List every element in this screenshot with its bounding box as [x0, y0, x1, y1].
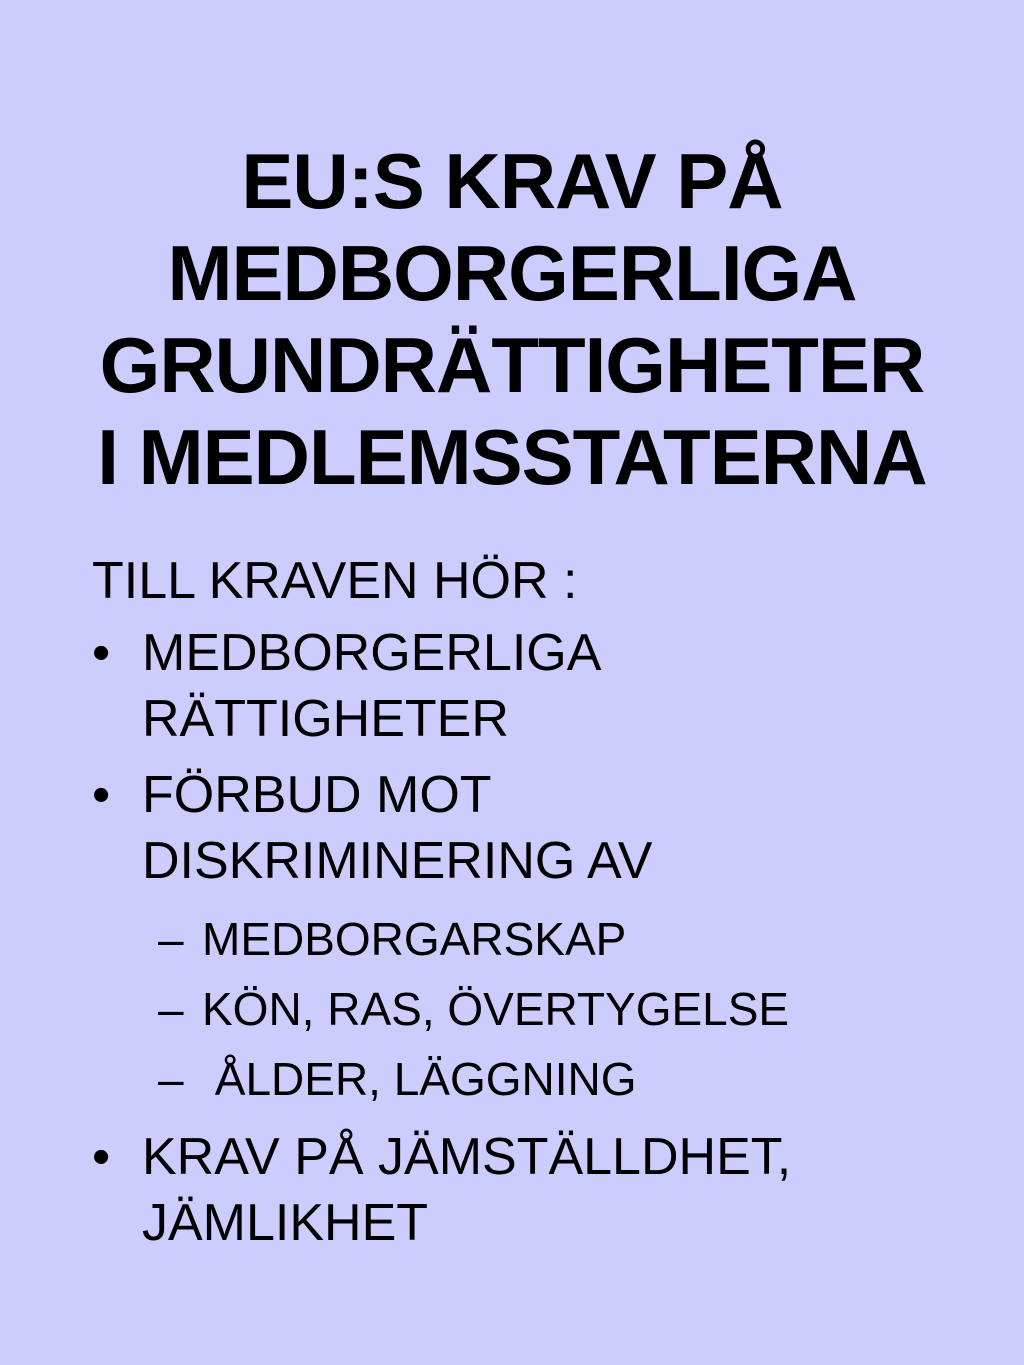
dash-icon: –	[158, 913, 184, 965]
sub-item	[92, 974, 972, 1044]
dash-icon: –	[158, 983, 184, 1035]
title-line: MEDBORGERLIGA	[167, 229, 857, 317]
sub-item-text: ÅLDER, LÄGGNING	[202, 1053, 637, 1105]
sub-item-text: MEDBORGARSKAP	[202, 913, 627, 965]
sub-item	[92, 904, 972, 974]
slide-body	[92, 548, 972, 1266]
bullet-icon: •	[92, 766, 111, 824]
dash-icon: –	[158, 1053, 184, 1105]
bullet-item	[92, 620, 972, 752]
bullet-text	[142, 1124, 972, 1256]
bullet-line: MEDBORGERLIGA	[142, 624, 602, 682]
bullet-line: JÄMLIKHET	[142, 1194, 429, 1252]
bullet-line: FÖRBUD MOT	[142, 766, 492, 824]
bullet-line: DISKRIMINERING AV	[142, 832, 653, 890]
bullet-text	[142, 762, 972, 894]
slide-title	[40, 135, 984, 503]
intro-text: TILL KRAVEN HÖR :	[92, 552, 578, 610]
sub-item	[92, 1044, 972, 1114]
bullet-line: KRAV PÅ JÄMSTÄLLDHET,	[142, 1128, 792, 1186]
bullet-line: RÄTTIGHETER	[142, 690, 509, 748]
sub-item-text: KÖN, RAS, ÖVERTYGELSE	[202, 983, 790, 1035]
bullet-item	[92, 1124, 972, 1256]
bullet-text	[142, 620, 972, 752]
bullet-icon: •	[92, 624, 111, 682]
bullet-icon: •	[92, 1128, 111, 1186]
title-line: EU:S KRAV PÅ	[241, 137, 783, 225]
title-line: GRUNDRÄTTIGHETER	[99, 321, 925, 409]
bullet-item	[92, 762, 972, 894]
title-line: I MEDLEMSSTATERNA	[97, 413, 927, 501]
